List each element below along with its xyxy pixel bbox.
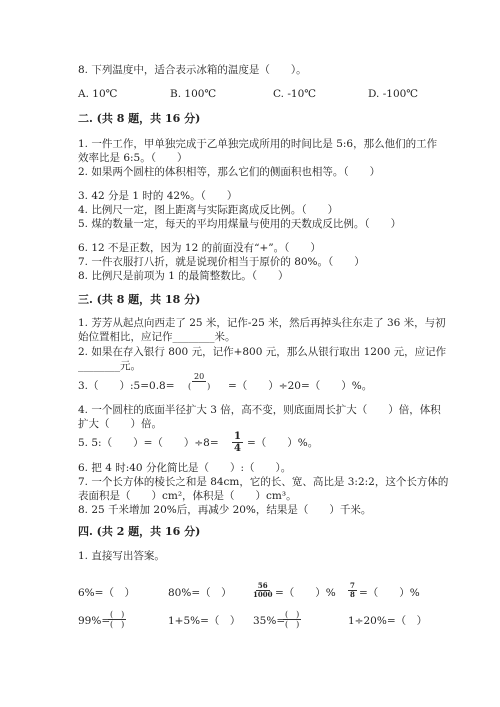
s3-q2b: ________元。 [78,360,141,372]
frac-num-blank: ( ) [285,610,300,619]
s3-q4b: 扩大（ ）倍。 [78,418,162,430]
s3-q3-tail: =（ ）÷20=（ ）%。 [228,380,373,392]
calc-99-fraction [108,610,126,629]
section-3-heading: 三. (共 8 题，共 18 分) [78,293,201,306]
option-d: D. -100℃ [368,88,419,100]
calc-56-over-1000 [253,582,272,599]
section-4-heading: 四. (共 2 题，共 16 分) [78,525,201,538]
frac-den-1000: 1000 [253,590,273,599]
s3-q5-lead: 5. 5:（ ）=（ ）÷8= [78,437,219,449]
question-8-text: 8. 下列温度中，适合表示冰箱的温度是（ ）。 [78,64,307,76]
calc-35-percent-lead: 35%= [253,615,286,627]
option-a: A. 10℃ [78,88,118,100]
s2-item-4: 4. 比例尺一定，图上距离与实际距离成反比例。（ ） [78,204,339,216]
s3-q3-frac-num: 20 [194,372,205,381]
s3-q2a: 2. 如果在存入银行 800 元，记作+800 元，那么从银行取出 1200 元，应记作 [78,346,447,358]
s3-q3-fraction [188,372,210,391]
s2-item-3: 3. 42 分是 1 时的 42%。（ ） [78,190,238,202]
s3-q7a: 7. 一个长方体的棱长之和是 84cm，它的长、宽、高比是 3:2:2，这个长方体的 [78,476,449,488]
s3-q1b: 始位置相比，应记作________米。 [78,331,236,343]
frac-num-56: 56 [257,581,268,590]
s3-q5-fraction [232,431,243,454]
calc-7-8-tail: =（ ）% [359,587,420,599]
s2-item-6: 6. 12 不是正数，因为 12 的前面没有“+”。（ ） [78,242,321,254]
s2-item-2: 2. 如果两个圆柱的体积相等，那么它们的侧面积也相等。（ ） [78,166,381,178]
option-c: C. -10℃ [273,88,316,100]
s2-item-7: 7. 一件衣服打八折，就是说现价相当于原价的 80%。（ ） [78,256,365,268]
calc-56-tail: =（ ）% [275,587,336,599]
s2-item-1a: 1. 一件工作，甲单独完成于乙单独完成所用的时间比是 5:6，那么他们的工作 [78,138,438,150]
calc-99-percent-lead: 99%= [78,615,111,627]
frac-den-blank: ( ) [285,620,300,629]
s3-q3-frac-den: ( ) [188,382,211,391]
s3-q4a: 4. 一个圆柱的底面半径扩大 3 倍，高不变，则底面周长扩大（ ）倍，体积 [78,404,441,416]
calc-1-plus-5-percent: 1+5%=（ ） [168,615,241,627]
s3-q1a: 1. 芳芳从起点向西走了 25 米，记作-25 米，然后再掉头往东走了 36 米，与初 [78,317,446,329]
frac-num-blank: ( ) [110,610,125,619]
frac-den-8: 8 [350,590,355,599]
s3-q5-frac-den: 4 [234,443,241,454]
option-b: B. 100℃ [170,88,217,100]
s3-q3-lead: 3.（ ）:5=0.8= [78,380,175,392]
s2-item-8: 8. 比例尺是前项为 1 的最简整数比。（ ） [78,270,289,282]
s2-item-1b: 效率比是 6:5。（ ） [78,152,188,164]
section-2-heading: 二. (共 8 题，共 16 分) [78,112,201,125]
calc-1-div-20-percent: 1÷20%=（ ） [348,615,428,627]
s3-q5-frac-num: 1 [234,431,241,442]
calc-7-over-8 [348,582,357,599]
s3-q6: 6. 把 4 时:40 分化简比是（ ）:（ ）。 [78,462,292,474]
calc-6-percent: 6%=（ ） [78,587,135,599]
s3-q5-tail: =（ ）%。 [247,437,319,449]
s4-q1: 1. 直接写出答案。 [78,550,165,562]
s3-q7b: 表面积是（ ）cm²，体积是（ ）cm³。 [78,490,297,502]
s3-q8: 8. 25 千米增加 20%后，再减少 20%，结果是（ ）千米。 [78,504,372,516]
s2-item-5: 5. 煤的数量一定，每天的平均用煤量与使用的天数成反比例。（ ） [78,218,402,230]
calc-80-percent: 80%=（ ） [168,587,232,599]
frac-num-7: 7 [350,581,355,590]
frac-den-blank: ( ) [110,620,125,629]
calc-35-fraction [283,610,301,629]
